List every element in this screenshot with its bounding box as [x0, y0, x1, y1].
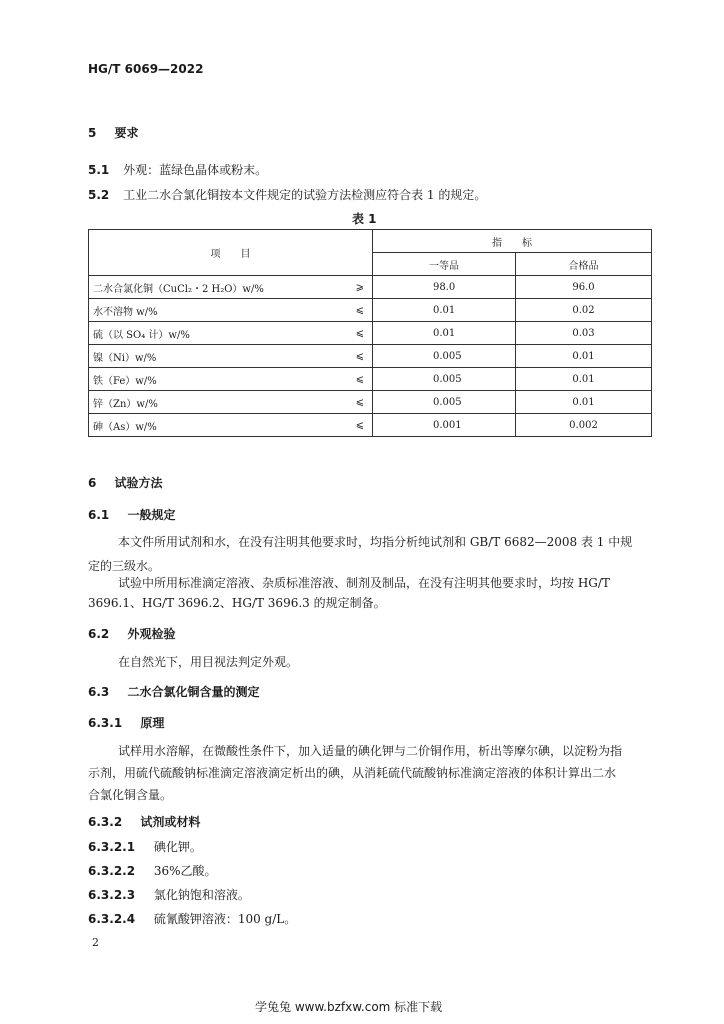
footer-watermark[interactable]: 学兔兔 www.bzfxw.com 标准下载: [255, 1000, 443, 1014]
row-grade2-value: 0.002: [516, 414, 652, 437]
reagent-text: 碘化钾。: [153, 840, 202, 854]
section-number: 6.2: [88, 627, 110, 641]
table-row: [89, 322, 652, 345]
row-item: 硫（以 SO₄ 计）w/%: [89, 322, 345, 345]
section-title: 外观检验: [127, 627, 176, 641]
header-grade2: 合格品: [516, 253, 652, 276]
section-number: 6.3.2: [88, 815, 123, 829]
row-item: 锌（Zn）w/%: [89, 391, 345, 414]
section-6-2-heading: [88, 625, 175, 642]
row-grade2-value: 96.0: [516, 276, 652, 299]
paragraph-line: 3696.1、HG/T 3696.2、HG/T 3696.3 的规定制备。: [88, 596, 386, 610]
reagent-number: 6.3.2.2: [88, 864, 136, 878]
spec-table: [88, 229, 652, 437]
section-title: 一般规定: [127, 508, 176, 522]
row-limit-symbol: ⩽: [345, 368, 373, 391]
document-code: HG/T 6069—2022: [88, 62, 204, 76]
clause-text: 工业二水合氯化铜按本文件规定的试验方法检测应符合表 1 的规定。: [123, 188, 487, 202]
row-limit-symbol: ⩽: [345, 299, 373, 322]
row-limit-symbol: ⩽: [345, 345, 373, 368]
page-number: 2: [92, 936, 99, 949]
section-title: 二水合氯化铜含量的测定: [127, 685, 260, 699]
row-grade1-value: 0.01: [373, 299, 516, 322]
section-6-3-heading: [88, 683, 259, 700]
clause-5-1: [88, 161, 267, 178]
row-grade1-value: 0.005: [373, 368, 516, 391]
row-limit-symbol: ⩾: [345, 276, 373, 299]
clause-number: 5.1: [88, 163, 110, 177]
row-item: 水不溶物 w/%: [89, 299, 345, 322]
section-title: 要求: [114, 126, 139, 140]
paragraph-line: 在自然光下，用目视法判定外观。: [118, 655, 299, 669]
reagent-item: [88, 862, 217, 879]
row-grade1-value: 98.0: [373, 276, 516, 299]
section-6-3-1-heading: [88, 714, 164, 731]
paragraph-line: 本文件所用试剂和水，在没有注明其他要求时，均指分析纯试剂和 GB/T 6682—2008 表 1 中规: [118, 535, 633, 549]
row-item: 二水合氯化铜（CuCl₂・2 H₂O）w/%: [89, 276, 345, 299]
header-grade1: 一等品: [373, 253, 516, 276]
paragraph-line: 试样用水溶解，在微酸性条件下，加入适量的碘化钾与二价铜作用，析出等摩尔碘，以淀粉为指: [118, 744, 623, 758]
clause-text: 外观：蓝绿色晶体或粉末。: [123, 163, 268, 177]
reagent-item: [88, 838, 202, 855]
section-number: 6.1: [88, 508, 110, 522]
reagent-item: [88, 886, 250, 903]
section-number: 6.3.1: [88, 716, 123, 730]
reagent-text: 氯化钠饱和溶液。: [153, 888, 250, 902]
table-row: [89, 414, 652, 437]
row-item: 砷（As）w/%: [89, 414, 345, 437]
reagent-number: 6.3.2.1: [88, 840, 136, 854]
paragraph-line: 合氯化铜含量。: [88, 788, 173, 802]
row-grade2-value: 0.01: [516, 391, 652, 414]
section-5-heading: [88, 124, 139, 141]
section-title: 试剂或材料: [140, 815, 201, 829]
section-title: 原理: [140, 716, 165, 730]
row-limit-symbol: ⩽: [345, 414, 373, 437]
section-number: 6: [88, 476, 97, 490]
row-grade1-value: 0.001: [373, 414, 516, 437]
row-item: 铁（Fe）w/%: [89, 368, 345, 391]
table-row: [89, 391, 652, 414]
section-6-1-heading: [88, 506, 175, 523]
section-title: 试验方法: [114, 476, 163, 490]
row-grade1-value: 0.005: [373, 345, 516, 368]
row-grade2-value: 0.02: [516, 299, 652, 322]
paragraph-line: 示剂，用硫代硫酸钠标准滴定溶液滴定析出的碘，从消耗硫代硫酸钠标准滴定溶液的体积计算出二水: [88, 766, 617, 780]
section-6-3-2-heading: [88, 813, 200, 830]
table-row: [89, 276, 652, 299]
table-caption: 表 1: [352, 212, 377, 226]
reagent-number: 6.3.2.3: [88, 888, 136, 902]
clause-number: 5.2: [88, 188, 110, 202]
row-grade2-value: 0.01: [516, 368, 652, 391]
row-grade2-value: 0.01: [516, 345, 652, 368]
section-number: 5: [88, 126, 97, 140]
row-limit-symbol: ⩽: [345, 322, 373, 345]
reagent-item: [88, 910, 296, 927]
row-grade1-value: 0.01: [373, 322, 516, 345]
header-item: 项 目: [89, 230, 373, 276]
paragraph-line: 定的三级水。: [88, 559, 161, 573]
clause-5-2: [88, 186, 486, 203]
row-limit-symbol: ⩽: [345, 391, 373, 414]
table-row: [89, 299, 652, 322]
reagent-number: 6.3.2.4: [88, 912, 136, 926]
reagent-text: 硫氰酸钾溶液：100 g/L。: [153, 912, 297, 926]
reagent-text: 36%乙酸。: [153, 864, 217, 878]
section-number: 6.3: [88, 685, 110, 699]
row-grade2-value: 0.03: [516, 322, 652, 345]
row-item: 镍（Ni）w/%: [89, 345, 345, 368]
section-6-heading: [88, 474, 163, 491]
row-grade1-value: 0.005: [373, 391, 516, 414]
header-index: 指 标: [373, 230, 652, 253]
table-row: [89, 345, 652, 368]
table-row: [89, 368, 652, 391]
paragraph-line: 试验中所用标准滴定溶液、杂质标准溶液、制剂及制品，在没有注明其他要求时，均按 HG/T: [118, 576, 610, 590]
